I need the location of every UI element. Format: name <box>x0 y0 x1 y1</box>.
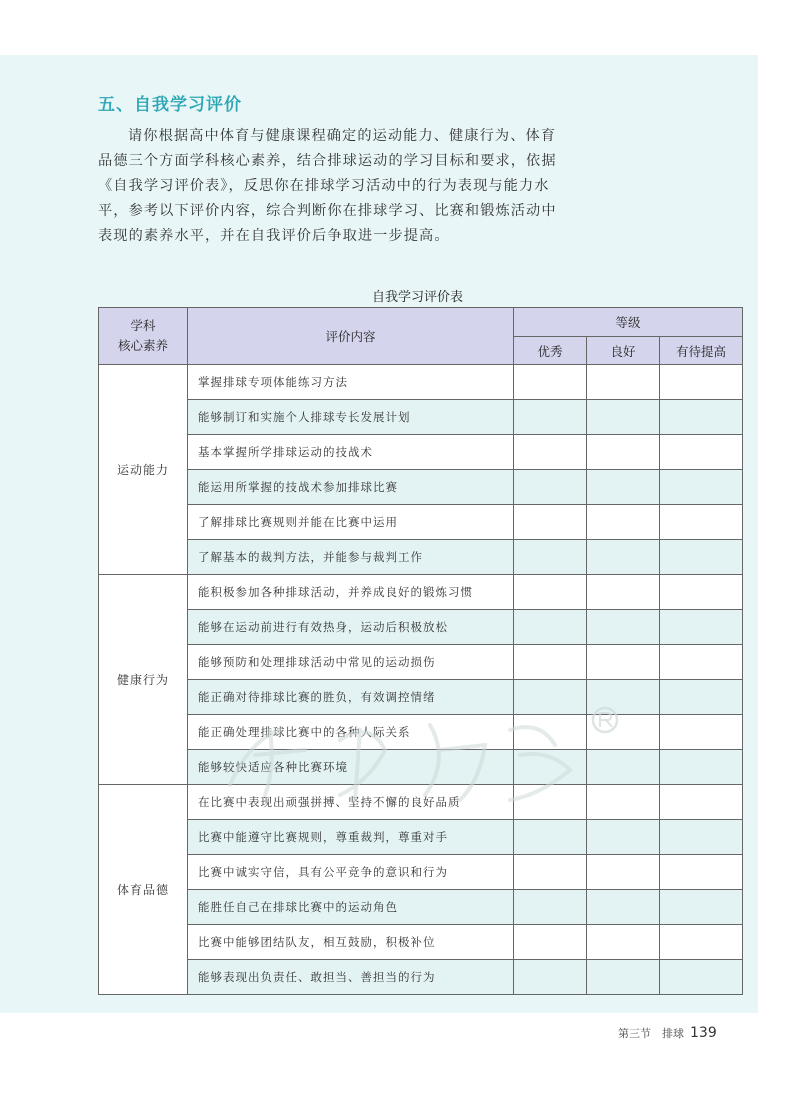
grade-excellent-cell[interactable] <box>514 890 587 925</box>
grade-improve-cell[interactable] <box>660 470 743 505</box>
grade-improve-cell[interactable] <box>660 680 743 715</box>
grade-good-cell[interactable] <box>587 925 660 960</box>
table-row <box>99 400 743 435</box>
grade-good-cell[interactable] <box>587 470 660 505</box>
table-body <box>99 365 743 995</box>
grade-excellent-cell[interactable] <box>514 645 587 680</box>
page-footer <box>618 1025 717 1041</box>
footer-section: 第三节 排球 <box>618 1027 684 1040</box>
table-title: 自我学习评价表 <box>372 290 464 305</box>
grade-good-cell[interactable] <box>587 750 660 785</box>
table-row <box>99 540 743 575</box>
evaluation-item: 在比赛中表现出顽强拼搏、坚持不懈的良好品质 <box>188 785 514 820</box>
evaluation-item: 能够预防和处理排球活动中常见的运动损伤 <box>188 645 514 680</box>
grade-good-cell[interactable] <box>587 505 660 540</box>
evaluation-item: 掌握排球专项体能练习方法 <box>188 365 514 400</box>
grade-good-cell[interactable] <box>587 960 660 995</box>
evaluation-table <box>98 307 743 995</box>
evaluation-item: 能正确对待排球比赛的胜负，有效调控情绪 <box>188 680 514 715</box>
grade-improve-cell[interactable] <box>660 750 743 785</box>
intro-text: 请你根据高中体育与健康课程确定的运动能力、健康行为、体育品德三个方面学科核心素养，结合排球运动的学习目标和要求，依据《自我学习评价表》，反思你在排球学习活动中的行为表现与能力水平，参考以下评价内容，综合判断你在排球学习、比赛和锻炼活动中表现的素养水平，并在自我评价后争取进一步提高。 <box>98 128 557 244</box>
header-grade: 等级 <box>514 308 743 337</box>
grade-good-cell[interactable] <box>587 610 660 645</box>
grade-improve-header: 有待提高 <box>660 337 743 365</box>
grade-improve-cell[interactable] <box>660 890 743 925</box>
table-row <box>99 960 743 995</box>
table-row <box>99 610 743 645</box>
table-row <box>99 750 743 785</box>
table-row <box>99 435 743 470</box>
evaluation-item: 能积极参加各种排球活动，并养成良好的锻炼习惯 <box>188 575 514 610</box>
grade-improve-cell[interactable] <box>660 400 743 435</box>
category-cell: 运动能力 <box>99 365 188 575</box>
grade-improve-cell[interactable] <box>660 820 743 855</box>
table-row <box>99 820 743 855</box>
grade-excellent-cell[interactable] <box>514 400 587 435</box>
table-row <box>99 925 743 960</box>
table-header-row <box>99 308 743 337</box>
grade-good-cell[interactable] <box>587 855 660 890</box>
evaluation-item: 比赛中能遵守比赛规则，尊重裁判，尊重对手 <box>188 820 514 855</box>
grade-excellent-cell[interactable] <box>514 540 587 575</box>
grade-excellent-cell[interactable] <box>514 925 587 960</box>
grade-excellent-cell[interactable] <box>514 680 587 715</box>
table-row <box>99 365 743 400</box>
grade-improve-cell[interactable] <box>660 785 743 820</box>
grade-improve-cell[interactable] <box>660 610 743 645</box>
table-row <box>99 715 743 750</box>
table-row <box>99 575 743 610</box>
grade-good-cell[interactable] <box>587 715 660 750</box>
grade-improve-cell[interactable] <box>660 365 743 400</box>
grade-improve-cell[interactable] <box>660 925 743 960</box>
table-row <box>99 505 743 540</box>
grade-good-cell[interactable] <box>587 400 660 435</box>
evaluation-item: 能够表现出负责任、敢担当、善担当的行为 <box>188 960 514 995</box>
grade-good-cell[interactable] <box>587 540 660 575</box>
table-row <box>99 890 743 925</box>
grade-excellent-cell[interactable] <box>514 610 587 645</box>
category-cell: 健康行为 <box>99 575 188 785</box>
evaluation-item: 了解排球比赛规则并能在比赛中运用 <box>188 505 514 540</box>
table-row <box>99 470 743 505</box>
grade-good-header: 良好 <box>587 337 660 365</box>
grade-excellent-cell[interactable] <box>514 820 587 855</box>
grade-excellent-cell[interactable] <box>514 960 587 995</box>
header-content: 评价内容 <box>188 308 514 365</box>
category-cell: 体育品德 <box>99 785 188 995</box>
grade-excellent-header: 优秀 <box>514 337 587 365</box>
intro-paragraph <box>98 124 558 249</box>
evaluation-item: 能胜任自己在排球比赛中的运动角色 <box>188 890 514 925</box>
evaluation-item: 比赛中诚实守信，具有公平竞争的意识和行为 <box>188 855 514 890</box>
grade-good-cell[interactable] <box>587 680 660 715</box>
evaluation-item: 了解基本的裁判方法，并能参与裁判工作 <box>188 540 514 575</box>
grade-good-cell[interactable] <box>587 820 660 855</box>
section-heading: 五、自我学习评价 <box>98 95 242 115</box>
grade-excellent-cell[interactable] <box>514 575 587 610</box>
table-row <box>99 785 743 820</box>
grade-excellent-cell[interactable] <box>514 715 587 750</box>
grade-improve-cell[interactable] <box>660 960 743 995</box>
grade-good-cell[interactable] <box>587 365 660 400</box>
grade-good-cell[interactable] <box>587 645 660 680</box>
grade-improve-cell[interactable] <box>660 715 743 750</box>
grade-excellent-cell[interactable] <box>514 785 587 820</box>
grade-improve-cell[interactable] <box>660 505 743 540</box>
grade-good-cell[interactable] <box>587 575 660 610</box>
grade-excellent-cell[interactable] <box>514 365 587 400</box>
grade-excellent-cell[interactable] <box>514 750 587 785</box>
grade-excellent-cell[interactable] <box>514 470 587 505</box>
table-row <box>99 855 743 890</box>
evaluation-item: 能够在运动前进行有效热身，运动后积极放松 <box>188 610 514 645</box>
grade-improve-cell[interactable] <box>660 855 743 890</box>
grade-good-cell[interactable] <box>587 435 660 470</box>
evaluation-item: 比赛中能够团结队友，相互鼓励，积极补位 <box>188 925 514 960</box>
grade-improve-cell[interactable] <box>660 540 743 575</box>
evaluation-item: 能正确处理排球比赛中的各种人际关系 <box>188 715 514 750</box>
grade-excellent-cell[interactable] <box>514 855 587 890</box>
grade-excellent-cell[interactable] <box>514 435 587 470</box>
grade-good-cell[interactable] <box>587 890 660 925</box>
evaluation-item: 能运用所掌握的技战术参加排球比赛 <box>188 470 514 505</box>
page-number: 139 <box>690 1025 717 1041</box>
grade-good-cell[interactable] <box>587 785 660 820</box>
evaluation-item: 能够较快适应各种比赛环境 <box>188 750 514 785</box>
evaluation-item: 基本掌握所学排球运动的技战术 <box>188 435 514 470</box>
grade-improve-cell[interactable] <box>660 435 743 470</box>
header-subject: 学科 核心素养 <box>99 308 188 365</box>
grade-improve-cell[interactable] <box>660 575 743 610</box>
grade-improve-cell[interactable] <box>660 645 743 680</box>
table-row <box>99 645 743 680</box>
table-row <box>99 680 743 715</box>
grade-excellent-cell[interactable] <box>514 505 587 540</box>
evaluation-item: 能够制订和实施个人排球专长发展计划 <box>188 400 514 435</box>
